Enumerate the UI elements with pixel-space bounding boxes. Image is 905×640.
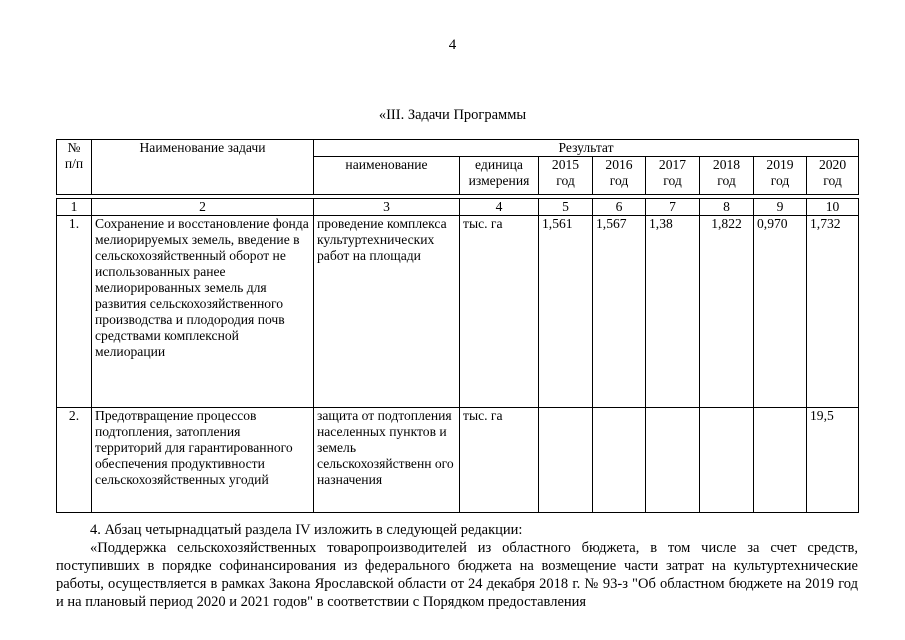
column-number-row	[57, 199, 859, 216]
row-result-name: защита от подтопления населенных пунктов и земель сельскохозяйственн ого назначения	[314, 408, 460, 513]
header-num: № п/п	[57, 140, 92, 195]
header-unit: единица измерения	[460, 157, 539, 195]
paragraph-support: «Поддержка сельскохозяйственных товаропроизводителей из областного бюджета, в том числе за счет средств, поступивших в порядке софинансирования из федерального бюджета на возмещение части затрат на культуртехнические работы, осуществляется в рамках Закона Ярославской области от 24 декабря 2018 г. № 93-з "Об областном бюджете на 2019 год и на плановый период 2020 и 2021 годов" в соответствии с Порядком предоставления	[56, 540, 858, 610]
header-task-name: Наименование задачи	[92, 140, 314, 195]
header-year-2017: 2017 год	[646, 157, 700, 195]
row-value-2020: 1,732	[807, 216, 859, 408]
section-title: «III. Задачи Программы	[378, 107, 527, 123]
row-unit: тыс. га	[460, 216, 539, 408]
row-value-2017	[646, 408, 700, 513]
body-text	[56, 521, 858, 611]
row-task: Сохранение и восстановление фонда мелиорируемых земель, введение в сельскохозяйственный оборот не использованных ранее мелиорированных земель для развития сельскохозяйственного производства и плодородия почв средствами комплексной мелиорации	[92, 216, 314, 408]
row-value-2017: 1,38	[646, 216, 700, 408]
table-row	[57, 216, 859, 408]
column-number: 7	[646, 199, 700, 216]
column-number: 6	[593, 199, 646, 216]
header-row-1	[57, 140, 859, 157]
row-value-2020: 19,5	[807, 408, 859, 513]
header-year-2018: 2018 год	[700, 157, 754, 195]
row-task: Предотвращение процессов подтопления, затопления территорий для гарантированного обеспечения продуктивности сельскохозяйственных угодий	[92, 408, 314, 513]
row-value-2019	[754, 408, 807, 513]
row-result-name: проведение комплекса культуртехнических работ на площади	[314, 216, 460, 408]
row-value-2016	[593, 408, 646, 513]
column-number: 10	[807, 199, 859, 216]
row-num: 2.	[57, 408, 92, 513]
row-value-2019: 0,970	[754, 216, 807, 408]
header-year-2019: 2019 год	[754, 157, 807, 195]
column-number: 9	[754, 199, 807, 216]
row-value-2016: 1,567	[593, 216, 646, 408]
page-number: 4	[448, 37, 457, 53]
header-year-2020: 2020 год	[807, 157, 859, 195]
row-value-2015: 1,561	[539, 216, 593, 408]
column-number: 4	[460, 199, 539, 216]
paragraph-amendment: 4. Абзац четырнадцатый раздела IV изложить в следующей редакции:	[90, 522, 523, 538]
column-number: 3	[314, 199, 460, 216]
header-result: Результат	[314, 140, 859, 157]
tasks-table	[56, 139, 859, 513]
row-num: 1.	[57, 216, 92, 408]
row-value-2018: 1,822	[700, 216, 754, 408]
row-value-2018	[700, 408, 754, 513]
column-number: 1	[57, 199, 92, 216]
column-number: 8	[700, 199, 754, 216]
row-unit: тыс. га	[460, 408, 539, 513]
table-row	[57, 408, 859, 513]
column-number: 2	[92, 199, 314, 216]
header-result-name: наименование	[314, 157, 460, 195]
header-year-2015: 2015 год	[539, 157, 593, 195]
row-value-2015	[539, 408, 593, 513]
header-year-2016: 2016 год	[593, 157, 646, 195]
column-number: 5	[539, 199, 593, 216]
